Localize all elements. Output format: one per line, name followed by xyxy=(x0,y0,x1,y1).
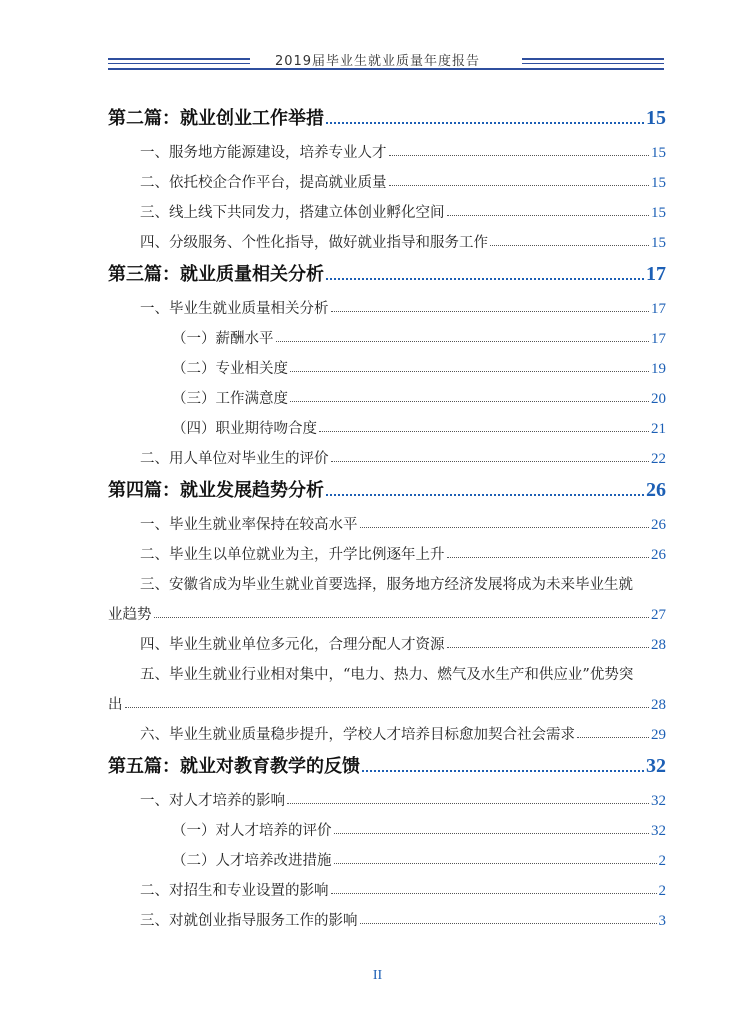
dot-leader xyxy=(577,737,649,738)
toc-page-number: 15 xyxy=(651,175,666,191)
toc-page-number: 32 xyxy=(646,755,666,777)
toc-entry-label: 二、依托校企合作平台，提高就业质量 xyxy=(140,175,387,191)
dot-leader xyxy=(389,155,650,156)
toc-entry-label: 一、服务地方能源建设，培养专业人才 xyxy=(140,145,387,161)
toc-entry-label: 一、对人才培养的影响 xyxy=(140,793,285,809)
toc-entry-label: 三、安徽省成为毕业生就业首要选择，服务地方经济发展将成为未来毕业生就 xyxy=(140,577,633,593)
toc-entry[interactable] xyxy=(108,192,666,222)
toc-entry-label-continued: 业趋势 xyxy=(108,607,152,623)
toc-entry[interactable] xyxy=(108,288,666,318)
toc-entry-label: 一、毕业生就业率保持在较高水平 xyxy=(140,517,358,533)
toc-subentry[interactable] xyxy=(108,378,666,408)
toc-entry-wrapped-line-2[interactable] xyxy=(108,684,666,714)
toc-page-number: 15 xyxy=(646,107,666,129)
toc-page-number: 15 xyxy=(651,145,666,161)
toc-entry[interactable] xyxy=(108,714,666,744)
dot-leader xyxy=(331,461,650,462)
dot-leader xyxy=(360,527,650,528)
toc-entry[interactable] xyxy=(108,222,666,252)
toc-entry[interactable] xyxy=(108,900,666,930)
toc-page-number: 15 xyxy=(651,235,666,251)
toc-entry[interactable] xyxy=(108,132,666,162)
dot-leader xyxy=(334,833,650,834)
toc-entry-label: 四、分级服务、个性化指导，做好就业指导和服务工作 xyxy=(140,235,488,251)
table-of-contents xyxy=(108,96,666,930)
toc-entry-label: 二、用人单位对毕业生的评价 xyxy=(140,451,329,467)
dot-leader xyxy=(490,245,649,246)
toc-entry[interactable] xyxy=(108,534,666,564)
toc-page-number: 17 xyxy=(646,263,666,285)
dot-leader xyxy=(331,311,650,312)
toc-entry-label: 二、毕业生以单位就业为主，升学比例逐年上升 xyxy=(140,547,445,563)
toc-page-number: 28 xyxy=(651,697,666,713)
toc-entry[interactable] xyxy=(108,624,666,654)
dot-leader xyxy=(287,803,649,804)
dot-leader xyxy=(326,494,644,496)
toc-page-number: 19 xyxy=(651,361,666,377)
dot-leader xyxy=(319,431,649,432)
toc-part-title: 第二篇：就业创业工作举措 xyxy=(108,108,324,129)
toc-part-4[interactable] xyxy=(108,470,666,502)
toc-part-2[interactable] xyxy=(108,98,666,130)
toc-subentry[interactable] xyxy=(108,318,666,348)
toc-entry-label: 二、对招生和专业设置的影响 xyxy=(140,883,329,899)
dot-leader xyxy=(326,122,644,124)
toc-entry-wrapped-line-1[interactable] xyxy=(108,654,666,684)
dot-leader xyxy=(447,647,650,648)
dot-leader xyxy=(334,863,657,864)
toc-entry-label: 四、毕业生就业单位多元化，合理分配人才资源 xyxy=(140,637,445,653)
toc-subentry[interactable] xyxy=(108,810,666,840)
toc-entry-label: 一、毕业生就业质量相关分析 xyxy=(140,301,329,317)
dot-leader xyxy=(447,557,650,558)
toc-page-number: 26 xyxy=(651,517,666,533)
toc-page-number: 20 xyxy=(651,391,666,407)
toc-subentry-label: （二）专业相关度 xyxy=(172,361,288,377)
dot-leader xyxy=(290,401,649,402)
toc-entry-label: 六、毕业生就业质量稳步提升，学校人才培养目标愈加契合社会需求 xyxy=(140,727,575,743)
toc-subentry-label: （二）人才培养改进措施 xyxy=(172,853,332,869)
toc-page-number: 17 xyxy=(651,301,666,317)
toc-subentry-label: （三）工作满意度 xyxy=(172,391,288,407)
toc-subentry-label: （一）薪酬水平 xyxy=(172,331,274,347)
toc-entry-label: 三、对就创业指导服务工作的影响 xyxy=(140,913,358,929)
toc-entry[interactable] xyxy=(108,504,666,534)
page-header xyxy=(0,0,755,80)
toc-page-number: 32 xyxy=(651,793,666,809)
toc-page-number: 28 xyxy=(651,637,666,653)
toc-page-number: 26 xyxy=(651,547,666,563)
toc-page-number: 2 xyxy=(658,853,666,869)
dot-leader xyxy=(360,923,657,924)
toc-subentry[interactable] xyxy=(108,408,666,438)
toc-page-number: 2 xyxy=(658,883,666,899)
toc-entry-wrapped-line-1[interactable] xyxy=(108,564,666,594)
dot-leader xyxy=(290,371,649,372)
toc-entry-label-continued: 出 xyxy=(108,697,123,713)
toc-page-number: 27 xyxy=(651,607,666,623)
dot-leader xyxy=(331,893,657,894)
toc-entry-wrapped-line-2[interactable] xyxy=(108,594,666,624)
toc-subentry[interactable] xyxy=(108,348,666,378)
toc-subentry[interactable] xyxy=(108,840,666,870)
toc-page-number: 32 xyxy=(651,823,666,839)
toc-part-title: 第三篇：就业质量相关分析 xyxy=(108,264,324,285)
toc-page-number: 26 xyxy=(646,479,666,501)
toc-part-title: 第五篇：就业对教育教学的反馈 xyxy=(108,756,360,777)
toc-page-number: 22 xyxy=(651,451,666,467)
dot-leader xyxy=(125,707,650,708)
toc-entry[interactable] xyxy=(108,780,666,810)
header-title: 2019届毕业生就业质量年度报告 xyxy=(274,54,481,69)
dot-leader xyxy=(362,770,644,772)
dot-leader xyxy=(389,185,650,186)
toc-page-number: 3 xyxy=(658,913,666,929)
page-number-footer: II xyxy=(372,968,383,983)
toc-page-number: 15 xyxy=(651,205,666,221)
dot-leader xyxy=(447,215,650,216)
toc-subentry-label: （四）职业期待吻合度 xyxy=(172,421,317,437)
toc-entry[interactable] xyxy=(108,438,666,468)
toc-page-number: 21 xyxy=(651,421,666,437)
toc-entry-label: 三、线上线下共同发力，搭建立体创业孵化空间 xyxy=(140,205,445,221)
dot-leader xyxy=(276,341,650,342)
toc-entry[interactable] xyxy=(108,162,666,192)
toc-part-5[interactable] xyxy=(108,746,666,778)
toc-part-title: 第四篇：就业发展趋势分析 xyxy=(108,480,324,501)
toc-page-number: 29 xyxy=(651,727,666,743)
dot-leader xyxy=(326,278,644,280)
toc-subentry-label: （一）对人才培养的评价 xyxy=(172,823,332,839)
dot-leader xyxy=(154,617,650,618)
toc-page-number: 17 xyxy=(651,331,666,347)
toc-entry-label: 五、毕业生就业行业相对集中，“电力、热力、燃气及水生产和供应业”优势突 xyxy=(140,667,634,683)
toc-entry[interactable] xyxy=(108,870,666,900)
toc-part-3[interactable] xyxy=(108,254,666,286)
